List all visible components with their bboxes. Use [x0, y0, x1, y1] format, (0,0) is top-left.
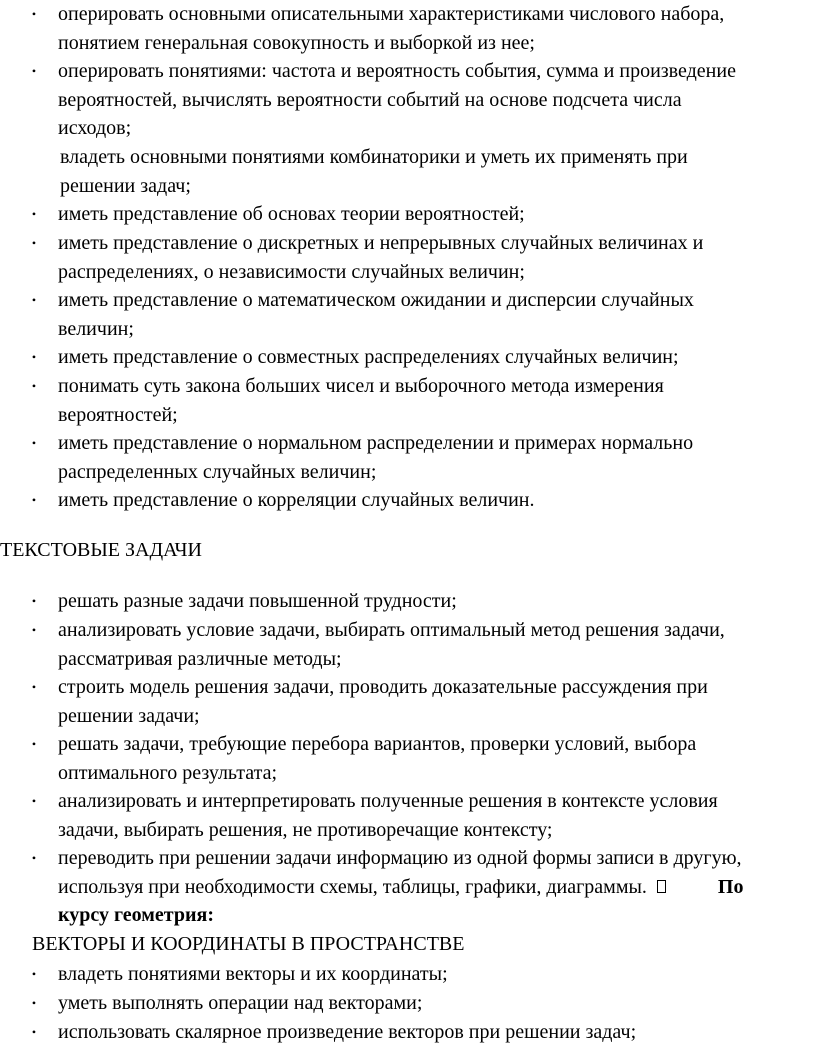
- list-item: [31, 429, 810, 486]
- bullet-icon: •: [31, 207, 37, 221]
- bold-text-segment: По: [717, 875, 744, 898]
- bullet-icon: •: [31, 680, 37, 694]
- text-line: оперировать понятиями: частота и вероятность события, сумма и произведение: [58, 60, 736, 82]
- list-item: [31, 0, 810, 57]
- list-item: [31, 286, 810, 343]
- section-heading-vectors: ВЕКТОРЫ И КООРДИНАТЫ В ПРОСТРАНСТВЕ: [32, 933, 465, 955]
- section-heading-text-tasks: ТЕКСТОВЫЕ ЗАДАЧИ: [0, 539, 202, 561]
- bullet-icon: •: [31, 851, 37, 865]
- list-item: [60, 143, 812, 200]
- text-line: анализировать условие задачи, выбирать оптимальный метод решения задачи,: [58, 619, 725, 641]
- bullet-icon: •: [31, 350, 37, 364]
- list-item: [31, 57, 810, 143]
- text-line: задачи, выбирать решения, не противоречащие контексту;: [58, 818, 553, 841]
- list-item: [31, 960, 810, 989]
- text-line: рассматривая различные методы;: [58, 647, 342, 670]
- text-line: распределенных случайных величин;: [58, 460, 377, 483]
- list-item: [31, 343, 810, 372]
- text-line: владеть понятиями векторы и их координаты;: [58, 963, 448, 985]
- text-line: оперировать основными описательными характеристиками числового набора,: [58, 3, 725, 25]
- text-line: решать задачи, требующие перебора вариантов, проверки условий, выбора: [58, 733, 697, 755]
- list-item: [31, 673, 810, 730]
- bullet-icon: •: [31, 1025, 37, 1039]
- list-item: [31, 1018, 810, 1047]
- bullet-icon: •: [31, 64, 37, 78]
- text-line: понятием генеральная совокупность и выборкой из нее;: [58, 31, 535, 54]
- bullet-icon: •: [31, 996, 37, 1010]
- list-item: [31, 486, 810, 515]
- text-line: решении задачи;: [58, 704, 200, 727]
- bullet-icon: •: [31, 493, 37, 507]
- list-item: [31, 989, 810, 1018]
- list-item: [31, 200, 810, 229]
- text-line: переводить при решении задачи информацию из одной формы записи в другую,: [58, 847, 742, 869]
- text-line: иметь представление о математическом ожидании и дисперсии случайных: [58, 289, 694, 311]
- text-line: понимать суть закона больших чисел и выборочного метода измерения: [58, 375, 664, 397]
- text-line: величин;: [58, 317, 134, 340]
- bullet-icon: •: [31, 236, 37, 250]
- list-item: [31, 730, 810, 787]
- bullet-icon: •: [31, 737, 37, 751]
- text-line: использовать скалярное произведение векторов при решении задач;: [58, 1021, 637, 1043]
- bullet-icon: •: [31, 623, 37, 637]
- text-line: оптимального результата;: [58, 761, 278, 784]
- bullet-icon: •: [31, 7, 37, 21]
- list-item: [31, 229, 810, 286]
- list-item: [31, 587, 810, 616]
- text-line: иметь представление о нормальном распределении и примерах нормально: [58, 432, 694, 454]
- text-line: распределениях, о независимости случайных величин;: [58, 260, 525, 283]
- text-line: строить модель решения задачи, проводить доказательные рассуждения при: [58, 676, 708, 698]
- bullet-icon: •: [31, 967, 37, 981]
- text-segment: используя при необходимости схемы, таблицы, графики, диаграммы.: [58, 875, 647, 898]
- bullet-icon: •: [31, 594, 37, 608]
- list-item: [31, 616, 810, 673]
- subject-label: курсу геометрия:: [58, 904, 214, 926]
- list-item: [31, 787, 810, 844]
- text-line: иметь представление о дискретных и непрерывных случайных величинах и: [58, 232, 704, 254]
- bullet-icon: •: [31, 379, 37, 393]
- bullet-icon: •: [31, 436, 37, 450]
- text-line: владеть основными понятиями комбинаторики и уметь их применять при: [60, 146, 688, 168]
- text-line: решении задач;: [60, 174, 191, 197]
- text-line-with-marker: [58, 873, 810, 902]
- text-line: иметь представление о совместных распределениях случайных величин;: [58, 346, 679, 368]
- square-marker-icon: [657, 880, 666, 893]
- text-line: уметь выполнять операции над векторами;: [58, 992, 423, 1014]
- text-line: вероятностей, вычислять вероятности событий на основе подсчета числа: [58, 88, 682, 111]
- text-line: иметь представление о корреляции случайных величин.: [58, 489, 535, 511]
- bullet-icon: •: [31, 794, 37, 808]
- text-line: иметь представление об основах теории вероятностей;: [58, 203, 525, 225]
- list-item: [31, 372, 810, 429]
- text-line: исходов;: [58, 117, 132, 139]
- text-line: решать разные задачи повышенной трудности;: [58, 590, 457, 612]
- list-item: [31, 844, 810, 930]
- bullet-icon: •: [31, 293, 37, 307]
- text-line: анализировать и интерпретировать полученные решения в контексте условия: [58, 790, 718, 812]
- text-line: вероятностей;: [58, 403, 178, 426]
